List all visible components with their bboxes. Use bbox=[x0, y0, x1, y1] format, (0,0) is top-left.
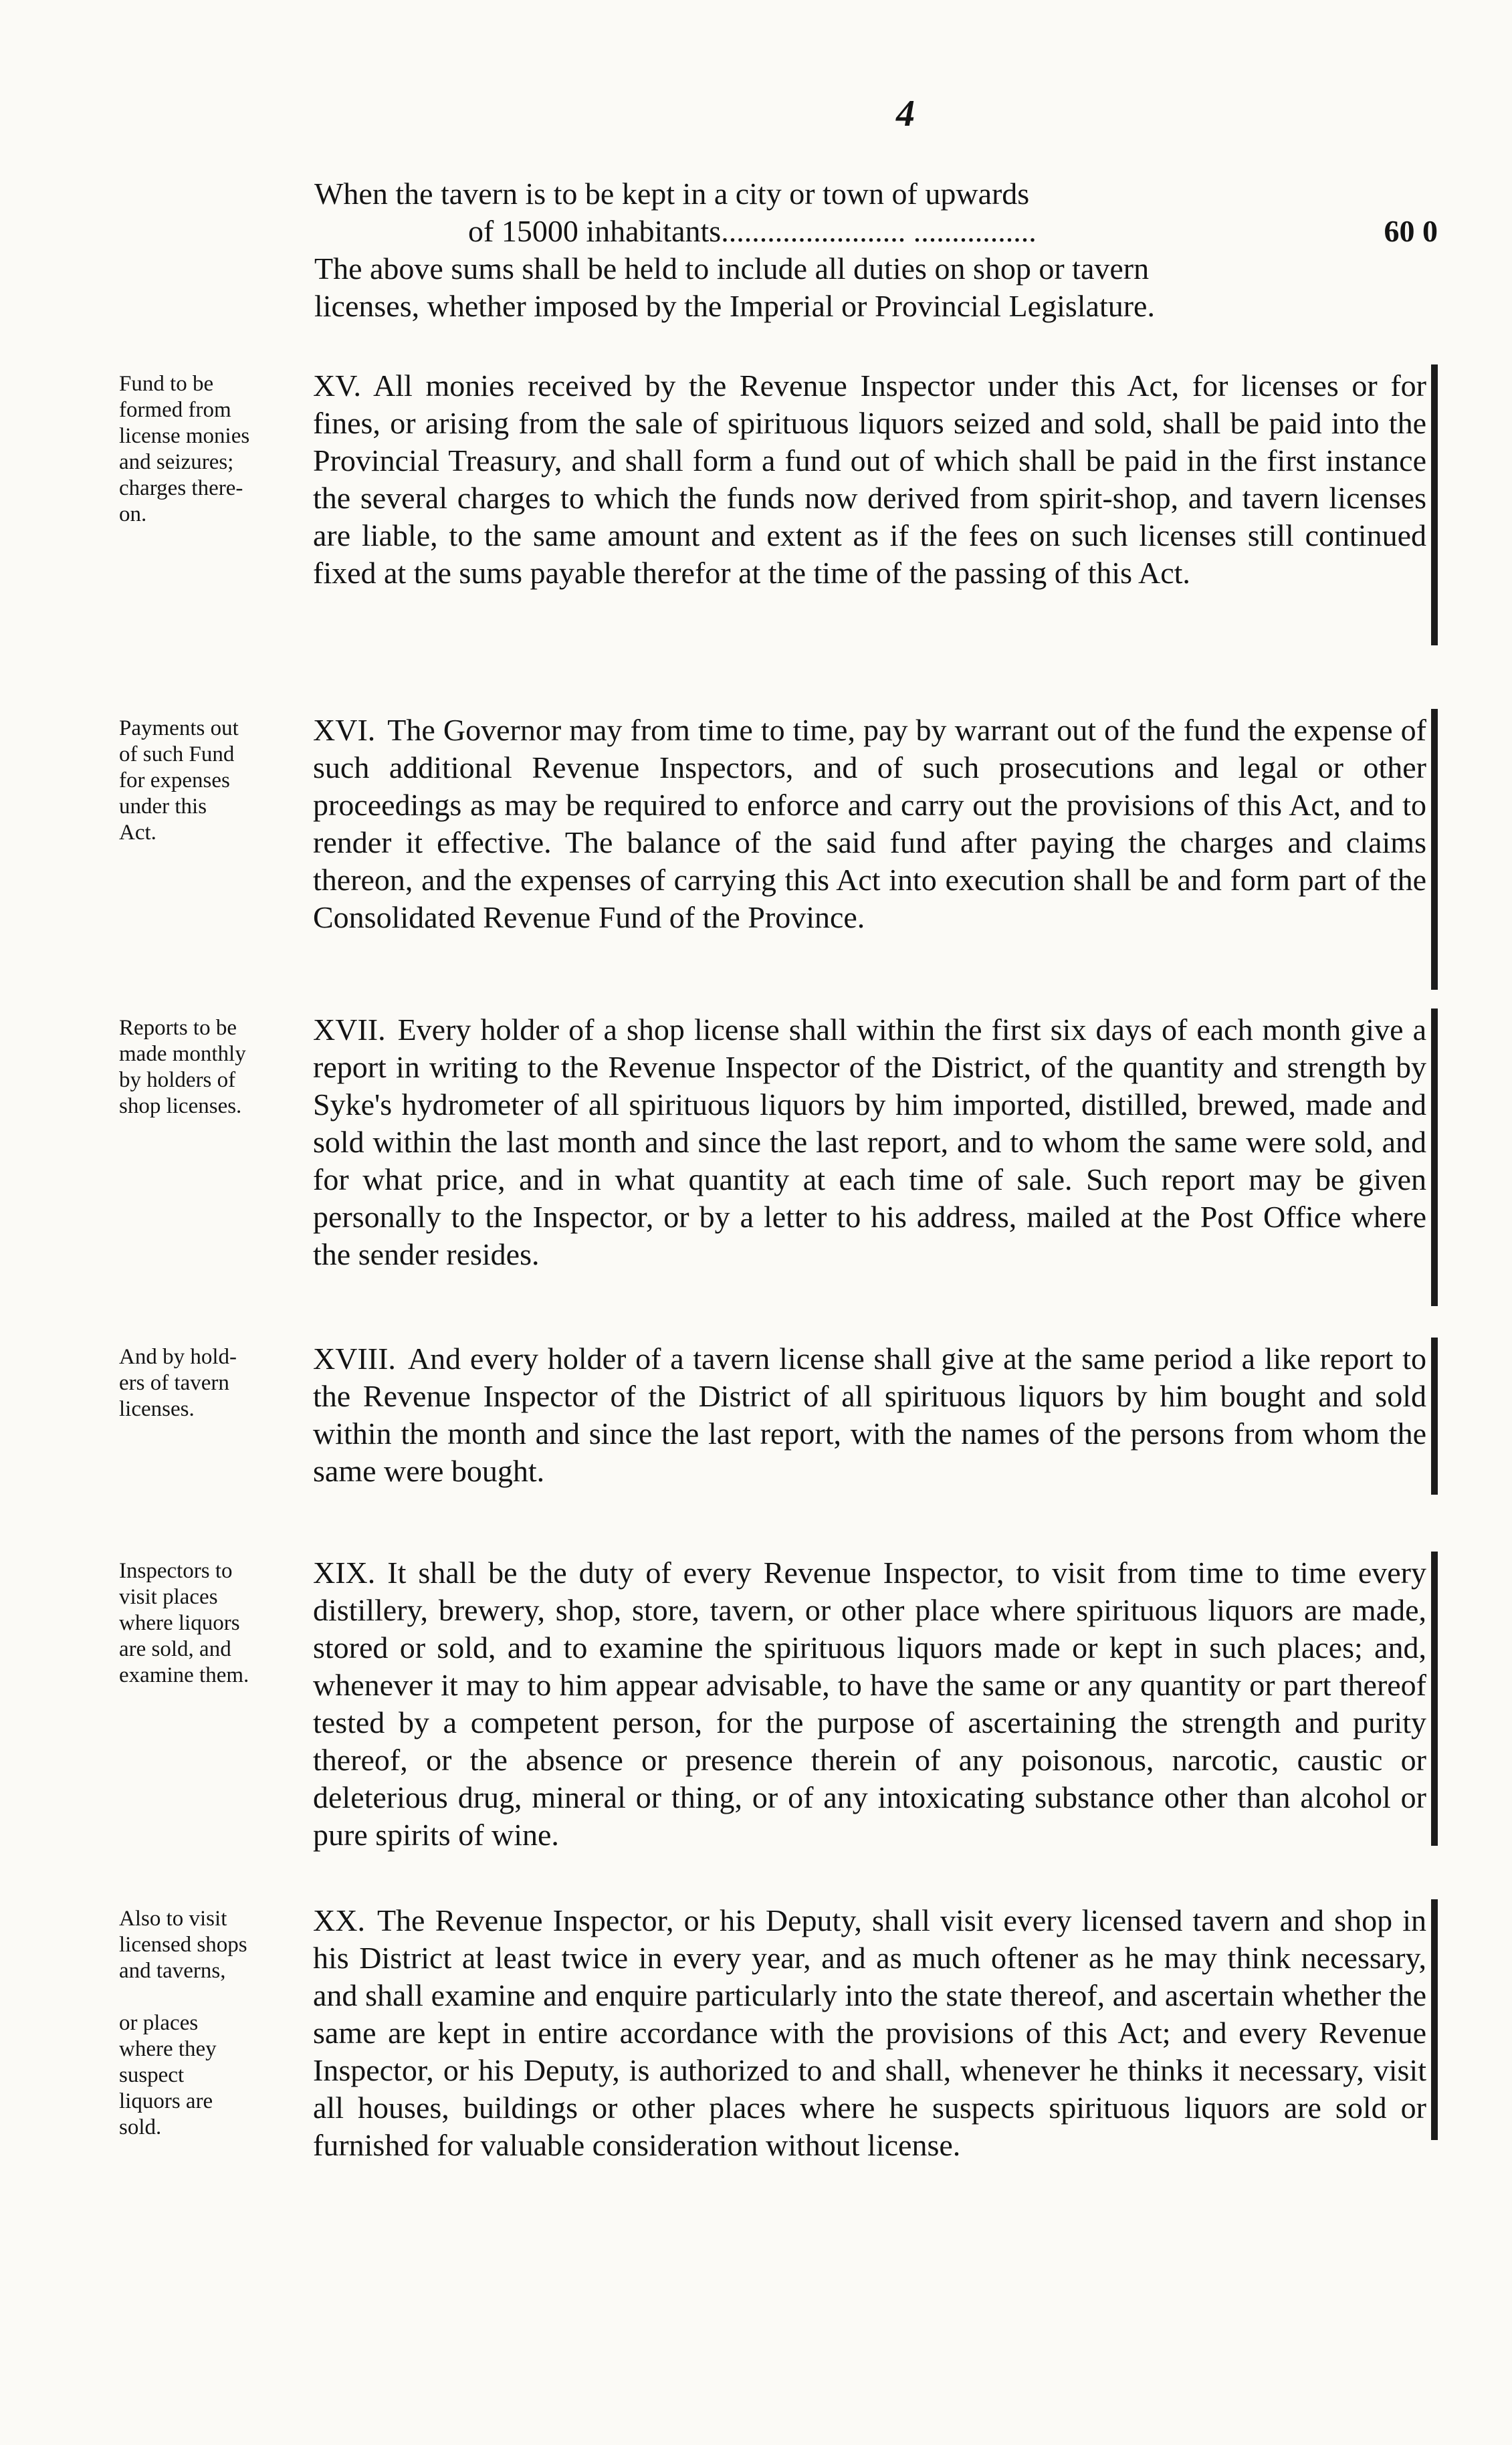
margin-note-line bbox=[119, 1984, 320, 2010]
margin-note-3 bbox=[119, 1015, 320, 1120]
margin-note-line: where liquors bbox=[119, 1611, 240, 1635]
margin-note-line: by holders of bbox=[119, 1068, 236, 1092]
page-number: 4 bbox=[896, 93, 915, 134]
section-paragraph-5 bbox=[313, 1554, 1426, 1854]
section-paragraph-1 bbox=[313, 367, 1426, 592]
margin-note-line: or places bbox=[119, 2011, 199, 2035]
margin-note-line: examine them. bbox=[119, 1663, 249, 1687]
section-number: XVI. bbox=[313, 713, 376, 747]
intro-amount: 60 0 bbox=[1384, 214, 1438, 248]
section-text: The Revenue Inspector, or his Deputy, shall visit every licensed tavern and shop in his District at least twice in every year, and as much oftener as he may think necessary, and shall examine and enquire particularly into the state thereof, and ascertain whether the same are kept in entire accordance with the provisions of this Act; and every Revenue Inspector, or his Deputy, is authorized to and shall, whenever he thinks it necessary, visit all houses, buildings or other places where he suspects spirituous liquors are sold or furnished for valuable consideration without license. bbox=[313, 1903, 1426, 2162]
binding-edge-shadow bbox=[1431, 1552, 1438, 1846]
margin-note-line: Also to visit bbox=[119, 1907, 227, 1931]
margin-note-line: charges there- bbox=[119, 476, 243, 500]
margin-note-line: And by hold- bbox=[119, 1345, 237, 1369]
section-text: The Governor may from time to time, pay by warrant out of the fund the expense of such additional Revenue Inspectors, and of such prosecutions and legal or other proceedings as may be required to enforce and carry out the provisions of this Act, and to render it effective. The balance of the said fund after paying the charges and claims thereon, and the expenses of carrying this Act into execution shall be and form part of the Consolidated Revenue Fund of the Province. bbox=[313, 713, 1426, 934]
margin-note-line: Payments out bbox=[119, 716, 239, 740]
section-number: XVIII. bbox=[313, 1342, 396, 1376]
binding-edge-shadow bbox=[1431, 1008, 1438, 1306]
margin-note-line: licensed shops bbox=[119, 1933, 247, 1957]
section-number: XV. bbox=[313, 368, 362, 403]
binding-edge-shadow bbox=[1431, 1338, 1438, 1495]
section-paragraph-6 bbox=[313, 1902, 1426, 2164]
section-paragraph-4 bbox=[313, 1340, 1426, 1490]
section-number: XX. bbox=[313, 1903, 365, 1937]
margin-note-line: license monies bbox=[119, 424, 250, 448]
binding-edge-shadow bbox=[1431, 364, 1438, 645]
margin-note-line: ers of tavern bbox=[119, 1371, 229, 1395]
intro-line-4: licenses, whether imposed by the Imperial or Provincial Legislature. bbox=[314, 289, 1155, 323]
margin-note-2 bbox=[119, 716, 320, 846]
margin-note-line: Fund to be bbox=[119, 372, 214, 396]
margin-note-line: sold. bbox=[119, 2115, 162, 2139]
margin-note-line: Act. bbox=[119, 821, 156, 845]
intro-paragraph bbox=[314, 175, 1438, 325]
margin-note-1 bbox=[119, 371, 320, 528]
margin-note-line: shop licenses. bbox=[119, 1094, 242, 1118]
margin-note-line: and seizures; bbox=[119, 450, 234, 474]
section-number: XVII. bbox=[313, 1013, 386, 1047]
margin-note-line: where they bbox=[119, 2037, 217, 2061]
intro-line-2: of 15000 inhabitants........................ ................ bbox=[468, 214, 1037, 248]
margin-note-line: of such Fund bbox=[119, 742, 235, 766]
section-number: XIX. bbox=[313, 1556, 376, 1590]
margin-note-line: licenses. bbox=[119, 1397, 195, 1421]
margin-note-5 bbox=[119, 1558, 320, 1689]
intro-line-3: The above sums shall be held to include all duties on shop or tavern bbox=[314, 251, 1150, 286]
binding-edge-shadow bbox=[1431, 709, 1438, 990]
intro-rate-row bbox=[314, 213, 1438, 250]
section-paragraph-3 bbox=[313, 1011, 1426, 1273]
margin-note-line: visit places bbox=[119, 1585, 218, 1609]
margin-note-line: under this bbox=[119, 794, 207, 819]
section-text: And every holder of a tavern license shall give at the same period a like report to the Revenue Inspector of the District of all spirituous liquors by him bought and sold within the month and since the last report, with the names of the persons from whom the same were bought. bbox=[313, 1342, 1426, 1488]
margin-note-line: for expenses bbox=[119, 768, 230, 792]
intro-line-1: When the tavern is to be kept in a city or town of upwards bbox=[314, 177, 1030, 211]
section-paragraph-2 bbox=[313, 712, 1426, 936]
margin-note-4 bbox=[119, 1344, 320, 1422]
margin-note-line: Reports to be bbox=[119, 1016, 237, 1040]
section-text: All monies received by the Revenue Inspector under this Act, for licenses or for fines, or arising from the sale of spirituous liquors seized and sold, shall be paid into the Provincial Treasury, and shall form a fund out of which shall be paid in the first instance the several charges to which the funds now derived from spirit-shop, and tavern licenses are liable, to the same amount and extent as if the fees on such licenses still continued fixed at the sums payable therefor at the time of the passing of this Act. bbox=[313, 368, 1426, 590]
margin-note-line: formed from bbox=[119, 398, 231, 422]
margin-note-line: and taverns, bbox=[119, 1959, 226, 1983]
binding-edge-shadow bbox=[1431, 1899, 1438, 2140]
section-text: It shall be the duty of every Revenue Inspector, to visit from time to time every distillery, brewery, shop, store, tavern, or other place where spirituous liquors are made, stored or sold, and to examine the spirituous liquors made or kept in such places; and, whenever it may to him appear advisable, to have the same or any quantity or part thereof tested by a competent person, for the purpose of ascertaining the strength and purity thereof, or the absence or presence therein of any poisonous, narcotic, caustic or deleterious drug, mineral or thing, or of any intoxicating substance other than alcohol or pure spirits of wine. bbox=[313, 1556, 1426, 1852]
margin-note-line: are sold, and bbox=[119, 1637, 231, 1661]
margin-note-line: made monthly bbox=[119, 1042, 246, 1066]
margin-note-line: Inspectors to bbox=[119, 1559, 233, 1583]
margin-note-line: on. bbox=[119, 502, 147, 526]
margin-note-line: liquors are bbox=[119, 2089, 213, 2113]
margin-note-6 bbox=[119, 1906, 320, 2141]
margin-note-line: suspect bbox=[119, 2063, 185, 2087]
section-text: Every holder of a shop license shall within the first six days of each month give a report in writing to the Revenue Inspector of the District, of the quantity and strength by Syke's hydrometer of all spirituous liquors by him imported, distilled, brewed, made and sold within the last month and since the last report, and to whom the same were sold, and for what price, and in what quantity at each time of sale. Such report may be given personally to the Inspector, or by a letter to his address, mailed at the Post Office where the sender resides. bbox=[313, 1013, 1426, 1271]
